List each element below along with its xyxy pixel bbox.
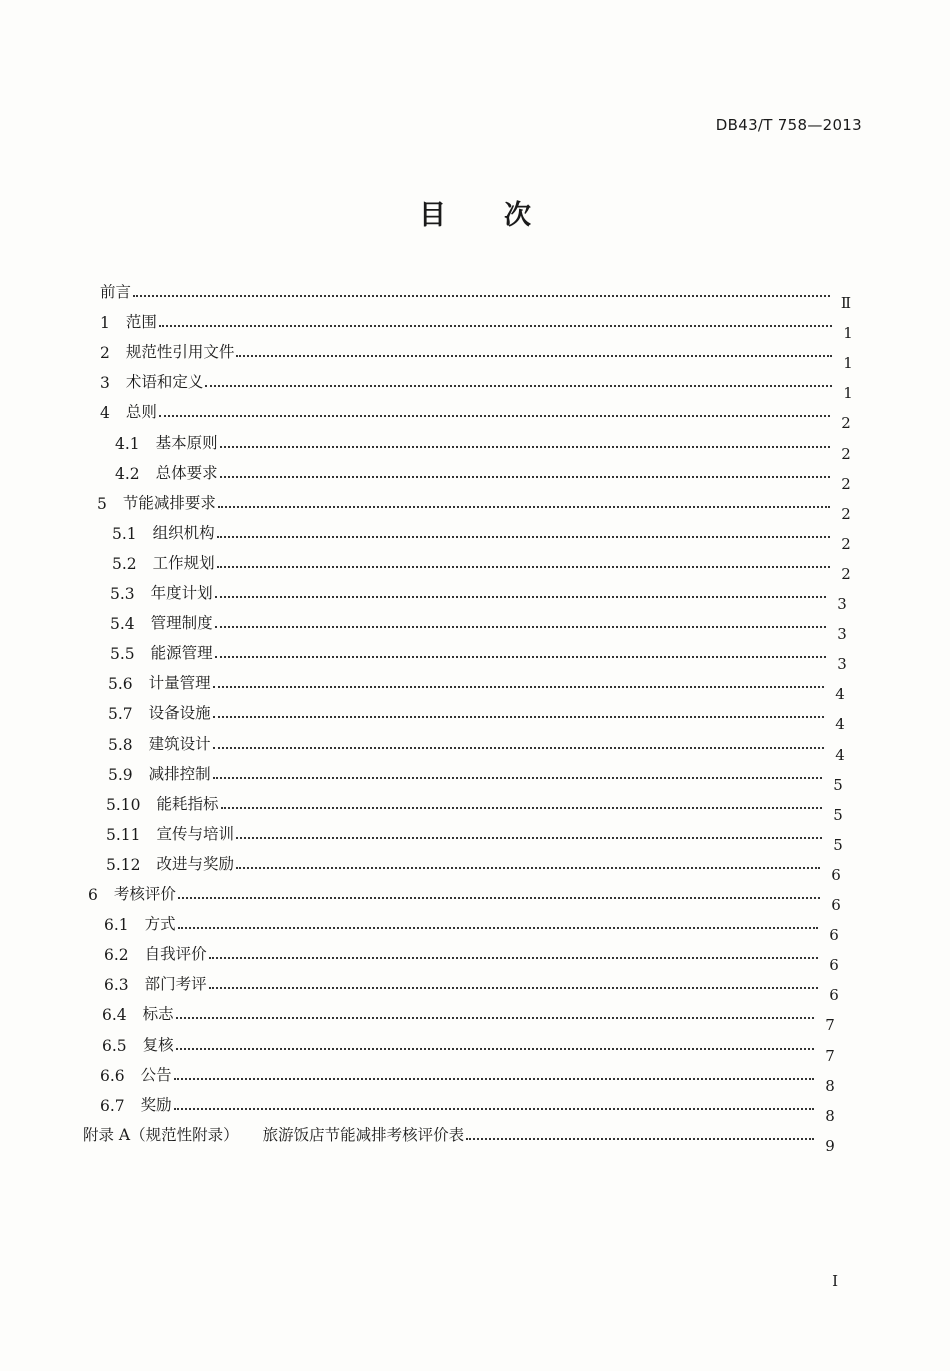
toc-entry[interactable] <box>108 693 850 734</box>
toc-entry-number: 6.2 <box>104 946 129 965</box>
toc-leader-dots <box>209 957 818 959</box>
toc-leader-dots <box>176 1048 814 1050</box>
toc-entry-number: 6.6 <box>100 1066 125 1085</box>
toc-entry-number: 5.12 <box>106 855 141 874</box>
toc-entry-page: 3 <box>837 595 847 613</box>
toc-entry-page: 8 <box>825 1106 835 1125</box>
toc-entry-page: 2 <box>841 444 851 463</box>
toc-entry-label: 公告 <box>140 1065 172 1084</box>
toc-entry-label: 自我评价 <box>144 945 207 964</box>
toc-entry-page: 7 <box>825 1016 835 1035</box>
toc-entry-label: 前言 <box>100 283 132 301</box>
toc-entry-label: 减排控制 <box>148 764 211 783</box>
toc-entry-number: 4.2 <box>115 464 140 483</box>
toc-leader-dots <box>178 897 820 899</box>
toc-entry-number: 1 <box>100 314 110 333</box>
toc-entry-label: 方式 <box>144 915 176 934</box>
toc-entry[interactable] <box>100 332 858 373</box>
toc-entry[interactable] <box>110 633 852 674</box>
toc-entry-number: 5.3 <box>110 585 135 603</box>
toc-leader-dots <box>205 385 832 387</box>
toc-entry-page: 8 <box>825 1076 835 1095</box>
toc-entry[interactable] <box>100 1055 840 1095</box>
toc-entry-page: 5 <box>833 835 843 854</box>
toc-leader-dots <box>213 777 822 779</box>
toc-entry-label: 考核评价 <box>113 885 176 903</box>
toc-entry-label: 年度计划 <box>150 584 213 602</box>
toc-leader-dots <box>213 716 824 718</box>
toc-entry-label: 范围 <box>125 313 157 332</box>
toc-entry[interactable] <box>106 814 848 854</box>
toc-leader-dots <box>133 295 830 297</box>
toc-entry-page: 5 <box>833 805 843 824</box>
toc-entry-label: 复核 <box>142 1035 174 1054</box>
toc-entry-page: 2 <box>841 534 851 553</box>
toc-leader-dots <box>178 927 818 929</box>
toc-entry-label: 管理制度 <box>150 614 213 633</box>
toc-entry[interactable] <box>88 874 846 914</box>
toc-leader-dots <box>215 626 826 628</box>
toc-entry-label: 节能减排要求 <box>122 493 216 512</box>
toc-entry-number: 2 <box>100 344 110 363</box>
toc-entry[interactable] <box>102 1025 840 1065</box>
toc-entry[interactable] <box>110 603 852 644</box>
toc-entry[interactable] <box>108 754 848 794</box>
document-code: DB43/T 758—2013 <box>715 116 862 134</box>
toc-entry-label: 术语和定义 <box>125 373 204 392</box>
toc-entry-page: 6 <box>829 956 839 975</box>
toc-leader-dots <box>174 1078 814 1080</box>
toc-entry-label: 总则 <box>125 403 157 422</box>
toc-entry[interactable] <box>104 904 844 945</box>
toc-entry[interactable] <box>112 543 856 583</box>
toc-leader-dots <box>215 656 826 658</box>
toc-entry-page: 4 <box>835 685 845 704</box>
toc-entry[interactable] <box>106 844 846 884</box>
toc-entry-page: 2 <box>841 504 851 523</box>
page-number: I <box>832 1272 838 1290</box>
toc-entry-number: 5 <box>97 494 107 513</box>
toc-entry-label: 基本原则 <box>155 433 218 452</box>
toc-leader-dots <box>176 1017 814 1019</box>
toc-entry[interactable] <box>100 272 856 312</box>
toc-entry[interactable] <box>108 663 850 704</box>
toc-entry-page: 1 <box>843 384 853 403</box>
toc-entry-label: 总体要求 <box>155 463 218 482</box>
toc-entry-number: 5.6 <box>108 675 133 694</box>
toc-entry[interactable] <box>104 934 844 975</box>
toc-entry[interactable] <box>102 994 840 1035</box>
toc-entry-number: 6.5 <box>102 1036 127 1055</box>
toc-entry-number: 5.9 <box>108 765 133 784</box>
toc-entry[interactable] <box>106 784 848 824</box>
toc-entry-page: 1 <box>843 324 853 343</box>
page-title: 目次 <box>419 200 589 231</box>
toc-leader-dots <box>159 325 832 327</box>
toc-leader-dots <box>221 807 822 809</box>
toc-entry-page: 1 <box>843 354 853 373</box>
toc-entry-page: 7 <box>825 1046 835 1065</box>
toc-entry-number: 5.5 <box>110 645 135 664</box>
toc-entry-page: 6 <box>831 865 841 884</box>
toc-entry-label: 宣传与培训 <box>156 824 235 843</box>
toc-entry-number: 6.3 <box>104 976 129 995</box>
toc-leader-dots <box>217 566 830 568</box>
toc-entry[interactable] <box>115 453 856 493</box>
toc-entry-label: 旅游饭店节能减排考核评价表 <box>262 1125 465 1144</box>
toc-entry-number: 5.10 <box>106 795 141 814</box>
toc-leader-dots <box>236 867 820 869</box>
toc-entry-label: 计量管理 <box>148 674 211 693</box>
toc-entry-number: 5.4 <box>110 615 135 634</box>
toc-leader-dots <box>174 1108 814 1110</box>
toc-entry-label: 奖励 <box>140 1095 172 1114</box>
toc-entry-page: 5 <box>833 775 843 794</box>
toc-leader-dots <box>220 476 830 478</box>
toc-leader-dots <box>213 686 824 688</box>
toc-entry[interactable] <box>115 423 856 463</box>
toc-entry-page: 3 <box>837 655 847 674</box>
toc-entry-page: 9 <box>825 1136 835 1155</box>
toc-entry-page: Ⅱ <box>840 294 852 312</box>
toc-leader-dots <box>220 446 830 448</box>
toc-entry-label: 组织机构 <box>152 523 215 542</box>
toc-entry[interactable] <box>104 964 844 1005</box>
toc-entry-number: 6.1 <box>104 916 129 935</box>
toc-entry-number: 6 <box>88 886 98 904</box>
toc-entry-number: 5.8 <box>108 735 133 754</box>
toc-entry-label: 部门考评 <box>144 975 207 994</box>
toc-entry-page: 6 <box>831 896 841 914</box>
toc-entry-number: 6.7 <box>100 1096 125 1115</box>
toc-leader-dots <box>236 837 822 839</box>
toc-entry-label: 标志 <box>142 1005 174 1024</box>
toc-entry-label: 建筑设计 <box>148 734 211 753</box>
toc-leader-dots <box>218 506 830 508</box>
toc-entry-number: 5.2 <box>112 554 137 573</box>
toc-entry-page: 6 <box>829 926 839 945</box>
toc-entry-number: 5.11 <box>106 825 141 844</box>
toc-entry[interactable] <box>100 392 856 433</box>
toc-entry[interactable] <box>110 573 852 613</box>
toc-entry[interactable] <box>100 302 858 343</box>
toc-entry-number: 4.1 <box>115 434 140 453</box>
toc-entry-page: 3 <box>837 625 847 644</box>
toc-entry-page: 2 <box>841 414 851 433</box>
toc-entry-label: 能源管理 <box>150 644 213 663</box>
toc-entry-number: 附录 A（规范性附录） <box>83 1125 239 1144</box>
toc-entry-number: 6.4 <box>102 1006 127 1025</box>
toc-entry[interactable] <box>112 513 856 553</box>
toc-entry-label: 能耗指标 <box>156 794 219 813</box>
toc-entry-page: 2 <box>841 474 851 493</box>
toc-entry-page: 6 <box>829 986 839 1005</box>
toc-leader-dots <box>159 415 830 417</box>
toc-leader-dots <box>209 987 818 989</box>
toc-leader-dots <box>213 747 824 749</box>
toc-leader-dots <box>215 596 826 598</box>
toc-entry-page: 4 <box>835 715 845 734</box>
toc-leader-dots <box>466 1138 814 1140</box>
toc-entry-number: 5.1 <box>112 524 137 543</box>
toc-entry[interactable] <box>100 1085 840 1125</box>
toc-entry-label: 改进与奖励 <box>156 854 235 873</box>
toc-leader-dots <box>236 355 832 357</box>
toc-entry-number: 5.7 <box>108 705 133 724</box>
toc-entry[interactable] <box>100 362 858 403</box>
toc-entry[interactable] <box>83 1115 840 1155</box>
toc-leader-dots <box>217 536 830 538</box>
toc-entry-number: 4 <box>100 404 110 423</box>
toc-entry-label: 工作规划 <box>152 553 215 572</box>
toc-entry-number: 3 <box>100 374 110 393</box>
toc-entry[interactable] <box>97 483 856 523</box>
toc-entry-page: 2 <box>841 564 851 583</box>
toc-entry-page: 4 <box>835 745 845 764</box>
toc-entry-label: 规范性引用文件 <box>125 343 235 362</box>
toc-entry[interactable] <box>108 724 850 764</box>
toc-entry-label: 设备设施 <box>148 704 211 723</box>
